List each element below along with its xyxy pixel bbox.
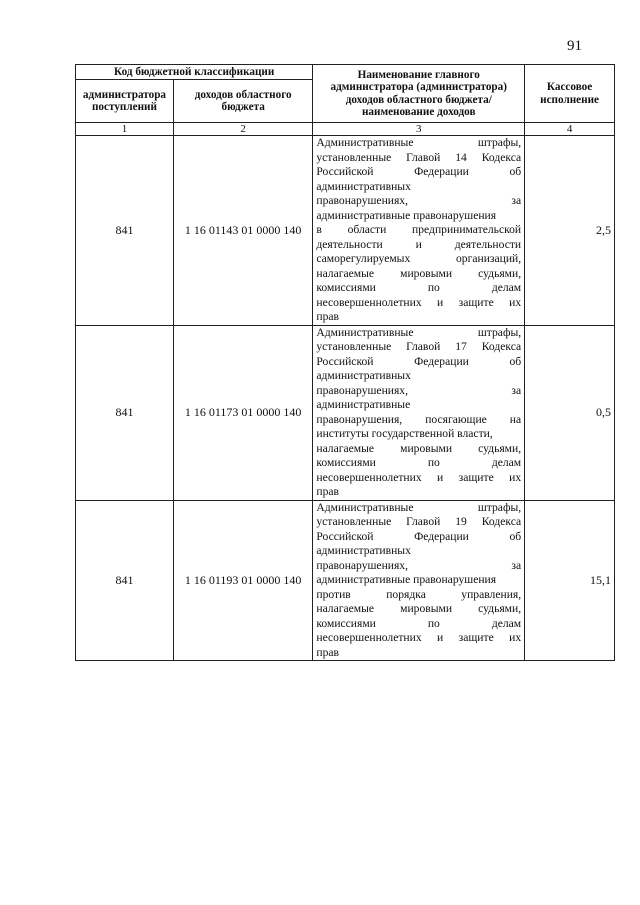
income-name-word: об (509, 165, 522, 178)
income-name-word: налагаемые (316, 441, 375, 455)
income-name-line (316, 340, 521, 355)
income-name-word: мировыми (400, 441, 453, 455)
income-name-word: прав (316, 310, 339, 323)
income-name-word: деятельности (454, 237, 522, 251)
income-name-line (316, 530, 521, 545)
income-name-word: защите (458, 631, 494, 644)
admin-code-cell: 841 (76, 500, 174, 661)
income-name-line (316, 602, 521, 617)
income-name-word: их (509, 631, 522, 644)
income-name-word: Административные (316, 136, 414, 149)
income-name-line (316, 252, 521, 267)
income-name-word: несовершеннолетних (316, 631, 422, 644)
income-name-word: установленные (316, 515, 392, 528)
income-name-word: Федерации (414, 165, 469, 178)
income-name-line (316, 223, 521, 238)
income-name-line (316, 617, 521, 632)
income-name-word: Российской (316, 354, 374, 368)
income-name-word: 17 (455, 340, 467, 353)
income-name-word: Кодекса (481, 340, 522, 353)
income-name-word: по (427, 616, 440, 630)
income-name-line (316, 180, 521, 195)
table-row (76, 136, 615, 326)
income-name-word: административные правонарушения (316, 208, 497, 222)
income-name-line (316, 646, 521, 661)
income-name-word: прав (316, 645, 339, 659)
income-name-word: организаций, (456, 252, 522, 265)
income-name-word: административные (316, 398, 411, 411)
income-name-word: на (509, 412, 522, 426)
income-name-line (316, 194, 521, 209)
income-code-cell: 1 16 01193 01 0000 140 (173, 500, 312, 661)
income-name-word: Кодекса (481, 515, 522, 528)
income-name-cell (313, 136, 525, 326)
income-name-line (316, 369, 521, 384)
income-name-word: установленные (316, 150, 392, 164)
income-name-word: несовершеннолетних (316, 470, 422, 484)
income-name-line (316, 485, 521, 500)
income-name-line (316, 355, 521, 370)
income-name-line (316, 501, 521, 516)
income-name-word: об (509, 529, 522, 543)
income-name-line (316, 631, 521, 646)
admin-column-header: администратора поступлений (76, 80, 174, 123)
income-name-word: правонарушениях, (316, 383, 408, 397)
income-name-word: штрафы, (477, 500, 522, 514)
income-name-word: управления, (461, 587, 522, 601)
income-name-word: делам (491, 616, 522, 630)
budget-classification-header: Код бюджетной классификации (76, 65, 313, 80)
income-name-line (316, 456, 521, 471)
income-name-line (316, 398, 521, 413)
income-name-word: комиссиями (316, 616, 376, 630)
column-index: 3 (313, 123, 525, 136)
income-name-word: за (511, 194, 522, 207)
admin-code-cell: 841 (76, 325, 174, 500)
income-name-word: делам (491, 281, 522, 294)
income-name-word: и (437, 631, 444, 644)
income-name-word: штрафы, (477, 136, 522, 149)
income-name-word: саморегулируемых (316, 252, 411, 265)
income-name-word: административных (316, 369, 411, 382)
income-name-line (316, 310, 521, 325)
amount-cell: 15,1 (525, 500, 615, 661)
income-name-line (316, 238, 521, 253)
income-name-line (316, 209, 521, 224)
income-name-word: деятельности (316, 237, 383, 251)
income-name-word: Главой (406, 340, 441, 353)
income-name-word: и (437, 470, 444, 484)
income-name-line (316, 442, 521, 457)
income-name-word: комиссиями (316, 456, 376, 469)
income-name-word: за (511, 558, 522, 572)
name-column-header: Наименование главного администратора (администратора) доходов областного бюджета/ наименование доходов (313, 65, 525, 123)
income-name-word: Федерации (414, 354, 469, 368)
income-name-line (316, 267, 521, 282)
income-name-word: судьями, (478, 441, 522, 455)
income-name-word: административных (316, 179, 411, 193)
income-name-word: Федерации (414, 529, 469, 543)
income-name-word: судьями, (478, 602, 522, 615)
column-index-row (76, 123, 615, 136)
income-name-cell (313, 500, 525, 661)
income-name-word: Главой (406, 515, 441, 528)
income-name-word: прав (316, 485, 339, 498)
income-name-word: Административные (316, 500, 414, 514)
table-row (76, 325, 615, 500)
column-index: 1 (76, 123, 174, 136)
income-name-word: правонарушения, (316, 412, 403, 426)
income-code-cell: 1 16 01173 01 0000 140 (173, 325, 312, 500)
income-name-word: административных (316, 544, 411, 557)
income-name-word: их (509, 295, 522, 309)
income-name-word: мировыми (400, 602, 453, 615)
income-name-word: несовершеннолетних (316, 295, 422, 309)
income-name-word: мировыми (400, 266, 453, 280)
page-number: 91 (567, 38, 582, 54)
income-name-word: 14 (455, 150, 467, 164)
income-name-line (316, 151, 521, 166)
income-name-cell (313, 325, 525, 500)
income-name-word: судьями, (478, 266, 522, 280)
income-name-line (316, 136, 521, 151)
income-name-line (316, 427, 521, 442)
income-name-line (316, 413, 521, 428)
income-name-word: штрафы, (477, 325, 522, 339)
income-name-word: против (316, 587, 351, 601)
income-name-word: по (427, 281, 440, 294)
income-name-word: их (509, 470, 522, 484)
income-name-line (316, 544, 521, 559)
income-name-word: и (437, 295, 444, 309)
admin-code-cell: 841 (76, 136, 174, 326)
income-name-word: правонарушениях, (316, 558, 408, 572)
income-name-line (316, 471, 521, 486)
income-name-word: налагаемые (316, 266, 375, 280)
income-name-line (316, 515, 521, 530)
income-name-word: по (427, 456, 440, 469)
income-name-word: Административные (316, 325, 414, 339)
budget-table (75, 64, 615, 661)
income-name-word: за (511, 383, 522, 397)
header-row-top (76, 65, 615, 80)
income-name-word: порядка (386, 587, 426, 601)
income-name-line (316, 296, 521, 311)
income-name-line (316, 326, 521, 341)
income-name-line (316, 559, 521, 574)
income-name-word: посягающие (425, 412, 487, 426)
column-index: 4 (525, 123, 615, 136)
income-name-line (316, 165, 521, 180)
income-name-line (316, 384, 521, 399)
income-name-word: установленные (316, 340, 392, 353)
income-name-word: административные правонарушения (316, 573, 497, 586)
table-row (76, 500, 615, 661)
amount-cell: 0,5 (525, 325, 615, 500)
column-index: 2 (173, 123, 312, 136)
income-name-line (316, 281, 521, 296)
income-name-word: Кодекса (481, 150, 522, 164)
income-column-header: доходов областного бюджета (173, 80, 312, 123)
amount-cell: 2,5 (525, 136, 615, 326)
amount-column-header: Кассовое исполнение (525, 65, 615, 123)
income-name-word: предпринимательской (412, 223, 522, 236)
income-name-word: налагаемые (316, 602, 375, 615)
income-name-word: 19 (455, 515, 467, 528)
income-name-word: делам (491, 456, 522, 469)
income-name-word: Главой (406, 150, 441, 164)
income-name-word: комиссиями (316, 281, 376, 294)
income-name-word: институты государственной власти, (316, 427, 493, 440)
income-name-word: Российской (316, 529, 374, 543)
income-name-word: Российской (316, 165, 374, 178)
income-name-word: защите (458, 470, 494, 484)
income-code-cell: 1 16 01143 01 0000 140 (173, 136, 312, 326)
income-name-word: об (509, 354, 522, 368)
income-name-word: правонарушениях, (316, 194, 408, 207)
income-name-line (316, 573, 521, 588)
income-name-line (316, 588, 521, 603)
income-name-word: в (316, 223, 322, 236)
income-name-word: области (347, 223, 387, 236)
table-body (76, 136, 615, 661)
income-name-word: и (415, 237, 422, 251)
income-name-word: защите (458, 295, 494, 309)
